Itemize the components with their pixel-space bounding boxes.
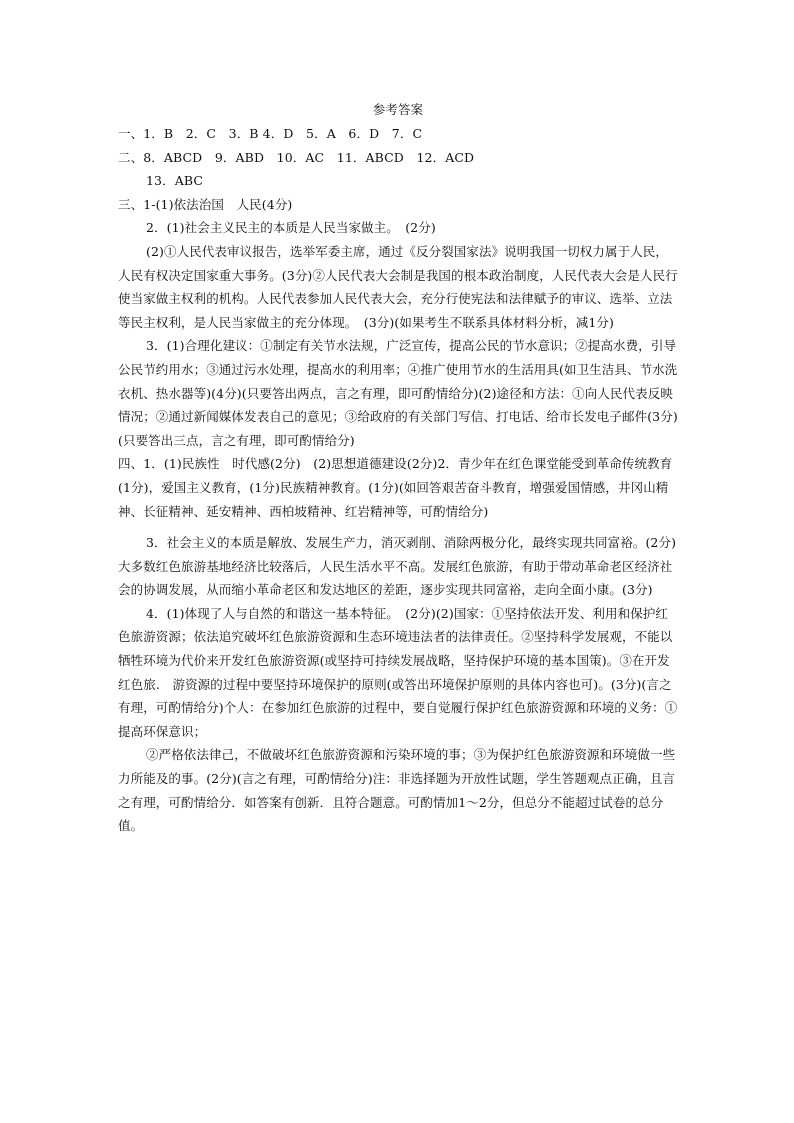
- answer-document: [118, 98, 678, 838]
- page-title: 参考答案: [372, 102, 424, 117]
- section-three-2: 2．(1)社会主义民主的本质是人民当家做主。 (2分): [146, 220, 436, 236]
- section-one: 一、1．B 2．C 3．B 4．D 5．A 6．D 7．C: [118, 126, 423, 141]
- section-two-b: 13．ABC: [146, 173, 204, 189]
- section-four-4: 4．(1)体现了人与自然的和谐这一基本特征。 (2分)(2)国家：①坚持依法开发、利用和保护红色旅游资源；依法追究破坏红色旅游资源和生态环境违法者的法律责任。②坚持科学发展观，不能以牺牲环境为代价来开发红色旅游资源(或坚持可持续发展战略，坚持保护环境的基本国策)。③在开发红色旅. 游资源的过程中要坚持环境保护的原则(或答出环境保护原则的具体内容也可)。(3分)(言之有理，可酌情给分)个人：在参加红色旅游的过程中，要自觉履行保护红色旅游资源和环境的义务：①提高环保意识；: [118, 605, 678, 739]
- section-three-1: 三、1-(1)依法治国 人民(4分): [118, 196, 293, 212]
- paragraph-gap: [118, 523, 678, 531]
- section-two-a: 二、8．ABCD 9．ABD 10．AC 11．ABCD 12．ACD: [118, 149, 475, 165]
- section-four-4b: ②严格依法律己，不做破坏红色旅游资源和污染环境的事；③为保护红色旅游资源和环境做一些力所能及的事。(2分)(言之有理，可酌情给分)注：非选择题为开放性试题，学生答题观点正确，且言之有理，可酌情给分．如答案有创新．且符合题意。可酌情加1～2分，但总分不能超过试卷的总分值。: [118, 747, 676, 834]
- section-four-1: 四、1．(1)民族性 时代感(2分) (2)思想道德建设(2分)2．青少年在红色课堂能受到革命传统教育(1分)，爱国主义教育，(1分)民族精神教育。(1分)(如回答艰苦奋斗教育，增强爱国情感，井冈山精神、长征精神、延安精神、西柏坡精神、红岩精神等，可酌情给分): [118, 456, 673, 519]
- section-three-3: 3．(1)合理化建议：①制定有关节水法规，广泛宣传，提高公民的节水意识；②提高水费，引导公民节约用水；③通过污水处理，提高水的利用率；④推广使用节水的生活用具(如卫生洁具、节水洗衣机、热水器等)(4分)(只要答出两点，言之有理，即可酌情给分)(2)途径和方法：①向人民代表反映情况；②通过新闻媒体发表自己的意见；③给政府的有关部门写信、打电话、给市长发电子邮件(3分)(只要答出三点，言之有理，即可酌情给分): [118, 338, 678, 448]
- section-four-3: 3．社会主义的本质是解放、发展生产力，消灭剥削、消除两极分化，最终实现共同富裕。(2分)大多数红色旅游基地经济比较落后，人民生活水平不高。发展红色旅游，有助于带动革命老区经济社会的协调发展，从而缩小革命老区和发达地区的差距，逐步实现共同富裕，走向全面小康。(3分): [118, 535, 677, 598]
- section-three-2b: (2)①人民代表审议报告，选举军委主席，通过《反分裂国家法》说明我国一切权力属于人民，人民有权决定国家重大事务。(3分)②人民代表大会制是我国的根本政治制度，人民代表大会是人民行使当家做主权利的机构。人民代表参加人民代表大会，充分行使宪法和法律赋予的审议、选举、立法等民主权利，是人民当家做主的充分体现。 (3分)(如果考生不联系具体材料分析，减1分): [118, 243, 678, 330]
